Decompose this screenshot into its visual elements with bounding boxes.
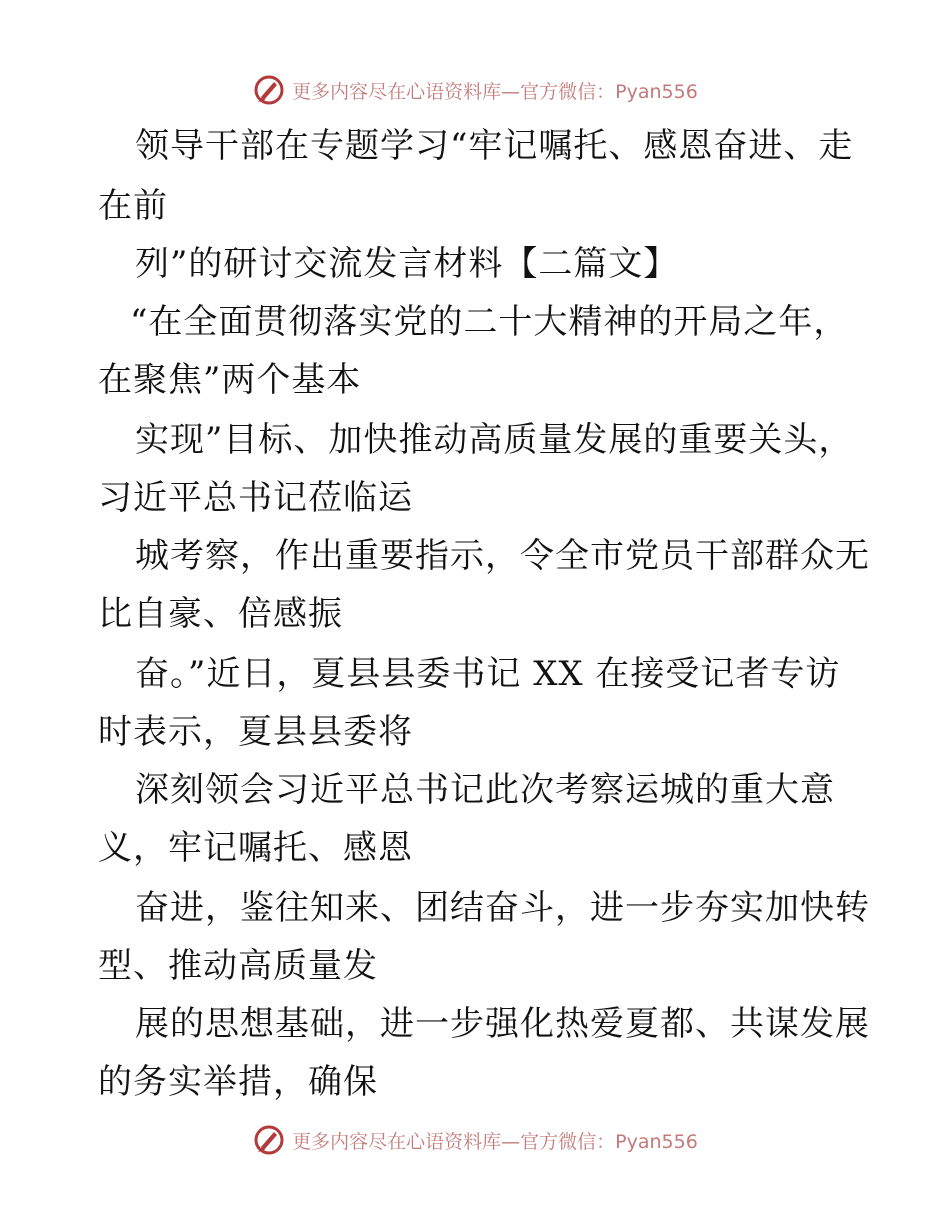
footer-banner xyxy=(0,1120,950,1160)
doc-line-10: 奋。”近日，夏县县委书记 XX 在接受记者专访 xyxy=(135,654,841,694)
doc-line-16: 展的思想基础，进一步强化热爱夏都、共谋发展 xyxy=(135,1004,870,1044)
doc-line-8: 城考察，作出重要指示，令全市党员干部群众无 xyxy=(135,536,870,576)
doc-line-17: 的务实举措，确保 xyxy=(98,1062,378,1102)
doc-line-3: 列”的研讨交流发言材料【二篇文】 xyxy=(135,244,679,284)
doc-line-14: 奋进，鉴往知来、团结奋斗，进一步夯实加快转 xyxy=(135,888,870,928)
header-banner xyxy=(0,70,950,110)
doc-line-2: 在前 xyxy=(98,186,168,226)
doc-line-1: 领导干部在专题学习“牢记嘱托、感恩奋进、走 xyxy=(135,126,854,166)
doc-line-5: 在聚焦”两个基本 xyxy=(98,360,362,400)
doc-line-4: “在全面贯彻落实党的二十大精神的开局之年， xyxy=(130,302,849,342)
header-banner-content xyxy=(252,73,698,107)
footer-banner-text: 更多内容尽在心语资料库—官方微信：Pyan556 xyxy=(292,1130,698,1153)
doc-line-7: 习近平总书记莅临运 xyxy=(98,478,413,518)
doc-line-6: 实现”目标、加快推动高质量发展的重要关头， xyxy=(135,420,854,460)
pen-circle-logo-icon xyxy=(252,73,286,107)
doc-line-11: 时表示，夏县县委将 xyxy=(98,712,413,752)
footer-banner-content xyxy=(252,1123,698,1157)
doc-line-12: 深刻领会习近平总书记此次考察运城的重大意 xyxy=(135,770,835,810)
doc-line-15: 型、推动高质量发 xyxy=(98,946,378,986)
pen-circle-logo-icon xyxy=(252,1123,286,1157)
header-banner-text: 更多内容尽在心语资料库—官方微信：Pyan556 xyxy=(292,80,698,103)
doc-line-13: 义，牢记嘱托、感恩 xyxy=(98,828,413,868)
doc-line-9: 比自豪、倍感振 xyxy=(98,594,343,634)
document-body xyxy=(0,118,950,1118)
